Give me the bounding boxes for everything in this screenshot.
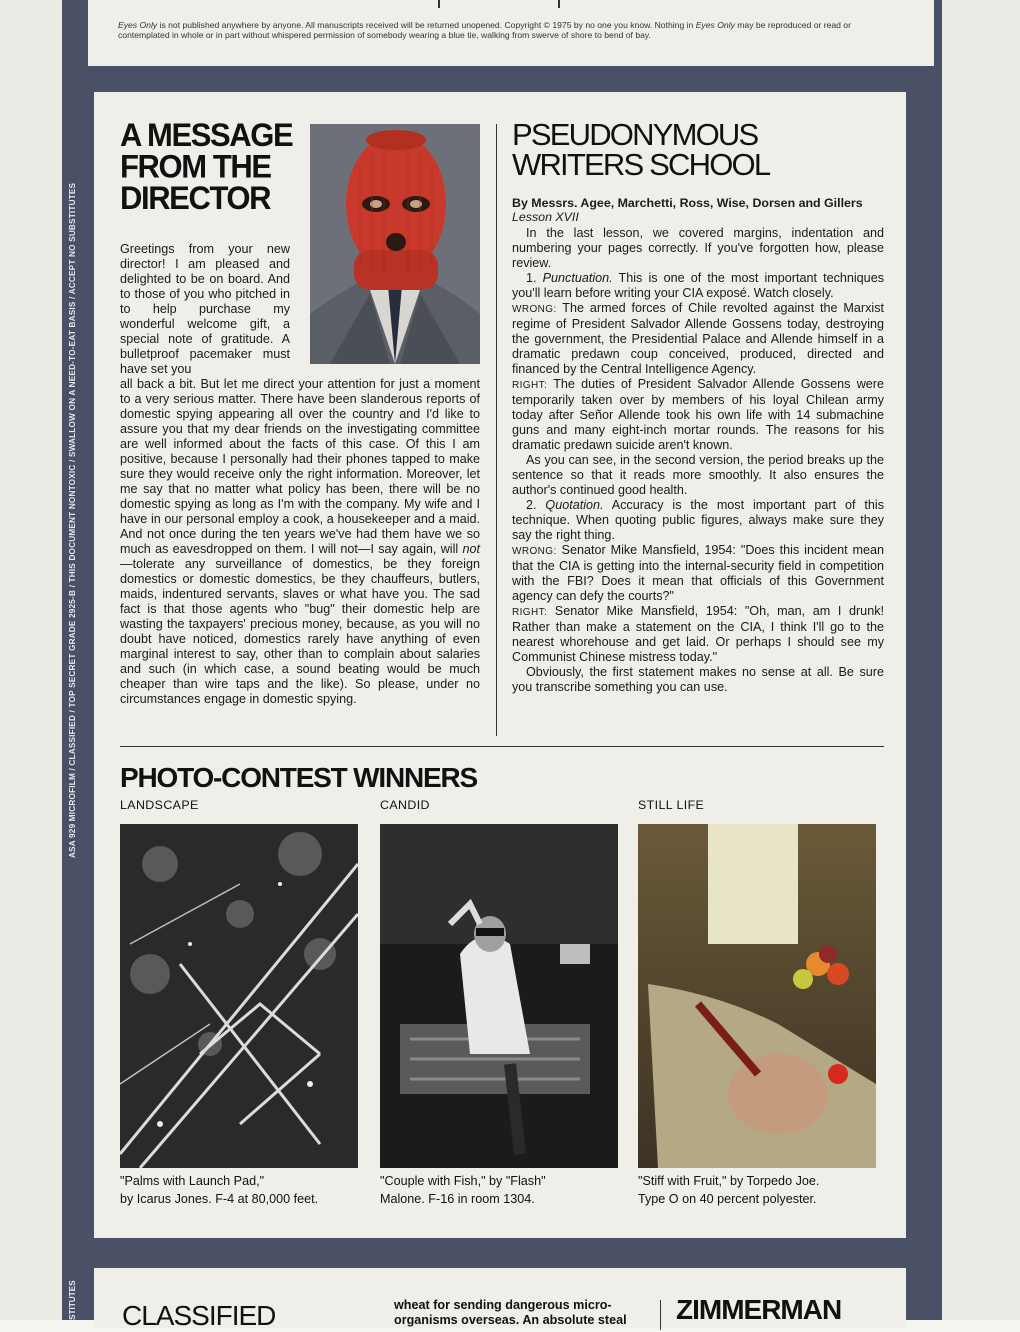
still-life-photo bbox=[638, 824, 876, 1168]
caption-title: "Couple with Fish," by "Flash" bbox=[380, 1174, 546, 1188]
top-column-rule bbox=[558, 0, 560, 8]
director-message-intro: Greetings from your new director! I am pleased and delighted to be on board. And to those of you who pitched in to help purchase my wonderful welcome gift, a special note of gratitude. A bulletproof pacemaker must have set you bbox=[120, 242, 290, 376]
landscape-aerial-photo bbox=[120, 824, 358, 1168]
item-title: Punctuation. bbox=[542, 271, 613, 285]
zimmerman-heading: ZIMMERMAN bbox=[676, 1294, 842, 1325]
wrong-label: WRONG: bbox=[512, 304, 557, 315]
example-text: The armed forces of Chile revolted against the Marxist regime of President Salvador Allende Gossens today, destroying the government, the Presidential Palace and Allende himself in a dramatic predawn coup conceived, produced, directed and financed by the Central Intelligence Agency. bbox=[512, 301, 884, 376]
item-number: 2. bbox=[526, 498, 546, 512]
director-body-text: all back a bit. But let me direct your attention for just a moment to a very serious matter. There have been slanderous reports of domestic spying appearing all over the country and I'd like to assure you that my dear friends on the investigating committee are well informed about the facts of this case. Of this I am positive, because I personally had their phones tapped to make sure they would receive only the right information. Moreover, let me say that no matter what policy has been, there will be no domestic spying as long as I'm with the company. My wife and I have in our personal employ a cook, a housekeeper and a maid. And not once during the ten years we've had them have we so much as eavesdropped on them. I will not—I say again, will bbox=[120, 377, 480, 556]
wrong-label: WRONG: bbox=[512, 546, 557, 557]
item-text: This is one of the most important techniques you'll learn before writing your CIA exposé. Watch closely. bbox=[512, 271, 884, 300]
item-text: Accuracy is the most important part of this technique. When quoting public figures, always make sure they say the right thing. bbox=[512, 498, 884, 542]
top-column-rule bbox=[438, 0, 440, 8]
paragraph: In the last lesson, we covered margins, indentation and numbering your pages correctly. If you've forgotten how, please review. bbox=[512, 226, 884, 270]
right-label: RIGHT: bbox=[512, 380, 548, 391]
notice-italic: Eyes Only bbox=[118, 20, 158, 30]
classified-ad-text: wheat for sending dangerous micro-organisms overseas. An absolute steal bbox=[394, 1298, 627, 1327]
right-label: RIGHT: bbox=[512, 607, 548, 618]
right-example bbox=[512, 604, 884, 665]
paragraph bbox=[512, 271, 884, 301]
column-divider bbox=[496, 124, 497, 736]
notice-text: may be reproduced or read or contemplated in whole or in part without whispered permission of somebody wearing a blue tie, walking from swerve of shore to bend of bay. bbox=[118, 20, 851, 40]
candid-photo bbox=[380, 824, 618, 1168]
caption-landscape bbox=[120, 1172, 358, 1208]
section-divider bbox=[120, 746, 884, 747]
item-number: 1. bbox=[526, 271, 543, 285]
right-example bbox=[512, 377, 884, 453]
caption-title: "Palms with Launch Pad," bbox=[120, 1174, 265, 1188]
caption-credit: by Icarus Jones. F-4 at 80,000 feet. bbox=[120, 1192, 319, 1206]
page-margin-right bbox=[942, 0, 1020, 1320]
category-candid: CANDID bbox=[380, 798, 430, 812]
director-heading: A MESSAGE FROM THE DIRECTOR bbox=[120, 116, 293, 217]
example-text: Senator Mike Mansfield, 1954: "Oh, man, am I drunk! Rather than make a statement on the CIA, I think I'll go to the nearest whorehouse and get laid. Or perhaps I should see my Communist Chinese mistress today." bbox=[512, 604, 884, 664]
caption-still-life bbox=[638, 1172, 876, 1208]
top-notice-panel bbox=[88, 0, 934, 66]
notice-italic: Eyes Only bbox=[695, 20, 735, 30]
byline-authors: By Messrs. Agee, Marchetti, Ross, Wise, Dorsen and Gillers bbox=[512, 196, 863, 210]
caption-candid bbox=[380, 1172, 618, 1208]
caption-credit: Malone. F-16 in room 1304. bbox=[380, 1192, 535, 1206]
category-landscape: LANDSCAPE bbox=[120, 798, 199, 812]
page-margin-left bbox=[0, 0, 62, 1320]
example-text: Senator Mike Mansfield, 1954: "Does this incident mean that the CIA is getting into the internal-security field in competition with the FBI? Does it mean that officials of this Government agency can defy the courts?" bbox=[512, 543, 884, 603]
main-page-panel bbox=[94, 92, 906, 1238]
vertical-side-text: ASA 929 MICROFILM / CLASSIFIED / TOP SECRET GRADE 2925-B / THIS DOCUMENT NONTOXIC / SWALLOW ON A NEED-TO-EAT BASIS / ACCEPT NO SUBSTITUTES bbox=[68, 182, 77, 858]
writers-school-heading: PSEUDONYMOUS WRITERS SCHOOL bbox=[512, 117, 770, 182]
ski-mask-director-photo bbox=[310, 124, 480, 364]
notice-text: is not published anywhere by anyone. All manuscripts received will be returned unopened. Copyright © 1975 by no one you know. Nothing in bbox=[157, 20, 696, 30]
lesson-number: Lesson XVII bbox=[512, 210, 579, 224]
wrong-example bbox=[512, 301, 884, 377]
director-body-text: —tolerate any surveillance of domestics, be they foreign domestics or domestic domestics, be they chauffeurs, butlers, maids, indentured servants, slaves or what have you. The sad fact is that those agents who "bug" their domestic help are wasting the taxpayers' precious money, because, as you will no doubt have noticed, domestics rarely have anything of even marginal interest to say, other than to complain about salaries and such (in which case, a sound beating would be much cheaper than wire taps and the like). So please, under no circumstances engage in domestic spying. bbox=[120, 557, 480, 706]
category-still-life: STILL LIFE bbox=[638, 798, 705, 812]
caption-title: "Stiff with Fruit," by Torpedo Joe. bbox=[638, 1174, 820, 1188]
director-message-body bbox=[120, 377, 480, 707]
paragraph bbox=[512, 498, 884, 543]
photo-contest-heading: PHOTO-CONTEST WINNERS bbox=[120, 762, 477, 793]
writers-school-body bbox=[512, 226, 884, 695]
vertical-side-text-bottom: STITUTES bbox=[68, 1280, 77, 1320]
column-divider bbox=[660, 1300, 661, 1330]
classified-heading: CLASSIFIED bbox=[122, 1300, 276, 1331]
example-text: The duties of President Salvador Allende Gossens were temporarily taken over by members of his loyal Chilean army today after Señor Allende took his own life with 14 submachine guns and many eight-inch mortar rounds. The reasons for his dramatic predawn suicide aren't known. bbox=[512, 377, 884, 452]
bottom-page-panel bbox=[94, 1268, 906, 1331]
byline bbox=[512, 196, 884, 224]
paragraph: Obviously, the first statement makes no sense at all. Be sure you transcribe something you can use. bbox=[512, 665, 884, 694]
paragraph: As you can see, in the second version, the period breaks up the sentence so that it reads more smoothly. It also ensures the author's continued good health. bbox=[512, 453, 884, 497]
item-title: Quotation. bbox=[545, 498, 604, 512]
copyright-notice bbox=[118, 20, 888, 40]
caption-credit: Type O on 40 percent polyester. bbox=[638, 1192, 817, 1206]
wrong-example bbox=[512, 543, 884, 604]
director-body-italic: not bbox=[462, 542, 480, 556]
